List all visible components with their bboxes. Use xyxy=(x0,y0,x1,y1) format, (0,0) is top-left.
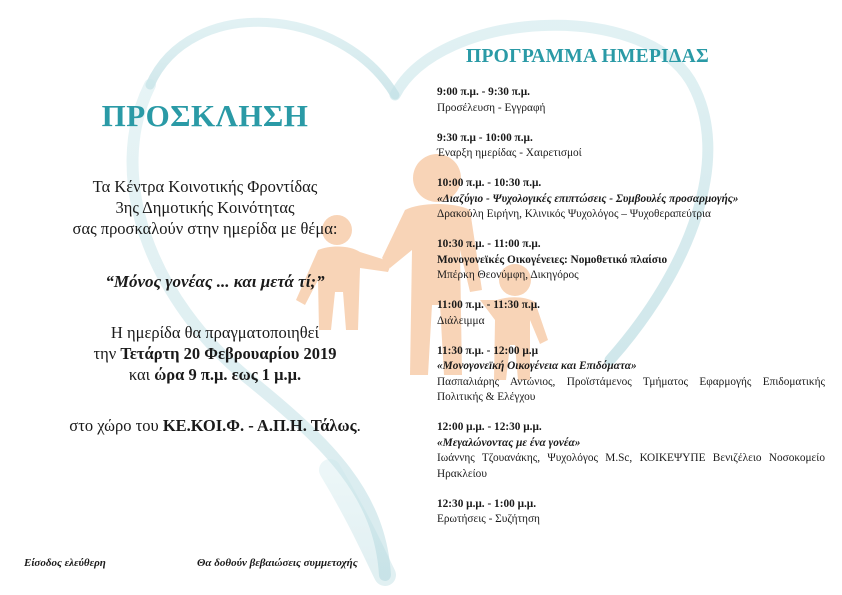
schedule-time: 12:30 μ.μ. - 1:00 μ.μ. xyxy=(437,497,537,510)
venue-name: ΚΕ.ΚΟΙ.Φ. - Α.Π.Η. Τάλως xyxy=(162,416,357,435)
event-date-prefix: την xyxy=(93,344,117,363)
schedule-talk-title: «Διαζύγιο - Ψυχολογικές επιπτώσεις - Συμβουλές προσαρμογής» xyxy=(437,192,739,205)
schedule-item xyxy=(437,344,825,406)
schedule-time: 11:30 π.μ. - 12:00 μ.μ xyxy=(437,344,539,357)
schedule-speaker: Ιωάννης Τζουανάκης, Ψυχολόγος M.Sc, ΚΟΙΚΕΨΥΠΕ Βενιζέλειο Νοσοκομείο Ηρακλείου xyxy=(437,452,825,480)
intro-line: Τα Κέντρα Κοινοτικής Φροντίδας xyxy=(92,177,318,196)
schedule-talk-title: «Μονογονεϊκή Οικογένεια και Επιδόματα» xyxy=(437,360,637,372)
schedule-talk-title: Μονογονεϊκές Οικογένειες: Νομοθετικό πλαίσιο xyxy=(437,253,668,266)
program-title: ΠΡΟΓΡΑΜΜΑ ΗΜΕΡΙΔΑΣ xyxy=(466,46,710,67)
schedule-talk-title: «Μεγαλώνοντας με ένα γονέα» xyxy=(437,436,581,449)
schedule-time: 11:00 π.μ. - 11:30 π.μ. xyxy=(437,299,541,311)
venue-suffix: . xyxy=(356,416,361,435)
schedule-time: 9:00 π.μ. - 9:30 π.μ. xyxy=(437,86,530,98)
schedule-item xyxy=(437,131,825,162)
schedule-time: 10:30 π.μ. - 11:00 π.μ. xyxy=(437,238,541,250)
schedule-item xyxy=(437,298,825,329)
event-time-prefix: και xyxy=(128,365,151,384)
schedule-time: 12:00 μ.μ. - 12:30 μ.μ. xyxy=(437,421,542,433)
schedule-time: 10:00 π.μ. - 10:30 π.μ. xyxy=(437,177,542,189)
program-schedule xyxy=(437,85,825,542)
schedule-detail: Προσέλευση - Εγγραφή xyxy=(437,101,546,114)
event-subject: “Μόνος γονέας ... και μετά τί;” xyxy=(105,272,325,291)
schedule-speaker: Πασπαλιάρης Αντώνιος, Προϊστάμενος Τμήματος Εφαρμογής Επιδοματικής Πολιτικής & Ελέγχου xyxy=(437,375,825,403)
venue-line xyxy=(40,416,390,436)
invitation-title: ΠΡΟΣΚΛΗΣΗ xyxy=(101,98,309,133)
schedule-speaker: Δρακούλη Ειρήνη, Κλινικός Ψυχολόγος – Ψυχοθεραπεύτρια xyxy=(437,208,711,220)
invitation-intro xyxy=(40,176,370,239)
intro-line: 3ης Δημοτικής Κοινότητας xyxy=(115,198,295,217)
event-line: Η ημερίδα θα πραγματοποιηθεί xyxy=(110,323,320,342)
certificates-note: Θα δοθούν βεβαιώσεις συμμετοχής xyxy=(197,557,358,569)
event-info xyxy=(40,322,390,385)
schedule-time: 9:30 π.μ - 10:00 π.μ. xyxy=(437,131,533,144)
schedule-detail: Διάλειμμα xyxy=(437,314,485,327)
venue-prefix: στο χώρο του xyxy=(69,416,159,435)
schedule-item xyxy=(437,497,825,528)
schedule-detail: Έναρξη ημερίδας - Χαιρετισμοί xyxy=(437,147,582,159)
schedule-item xyxy=(437,237,825,284)
schedule-item xyxy=(437,85,825,116)
schedule-item xyxy=(437,176,825,223)
event-time-line xyxy=(40,364,390,385)
event-time: ώρα 9 π.μ. εως 1 μ.μ. xyxy=(154,365,302,384)
event-date-line xyxy=(40,343,390,364)
schedule-detail: Ερωτήσεις - Συζήτηση xyxy=(437,513,540,525)
schedule-item xyxy=(437,420,825,482)
schedule-speaker: Μπέρκη Θεονύμφη, Δικηγόρος xyxy=(437,269,579,281)
intro-line: σας προσκαλούν στην ημερίδα με θέμα: xyxy=(72,219,338,238)
event-date: Τετάρτη 20 Φεβρουαρίου 2019 xyxy=(120,344,337,363)
free-entry-note: Είσοδος ελεύθερη xyxy=(24,557,106,569)
